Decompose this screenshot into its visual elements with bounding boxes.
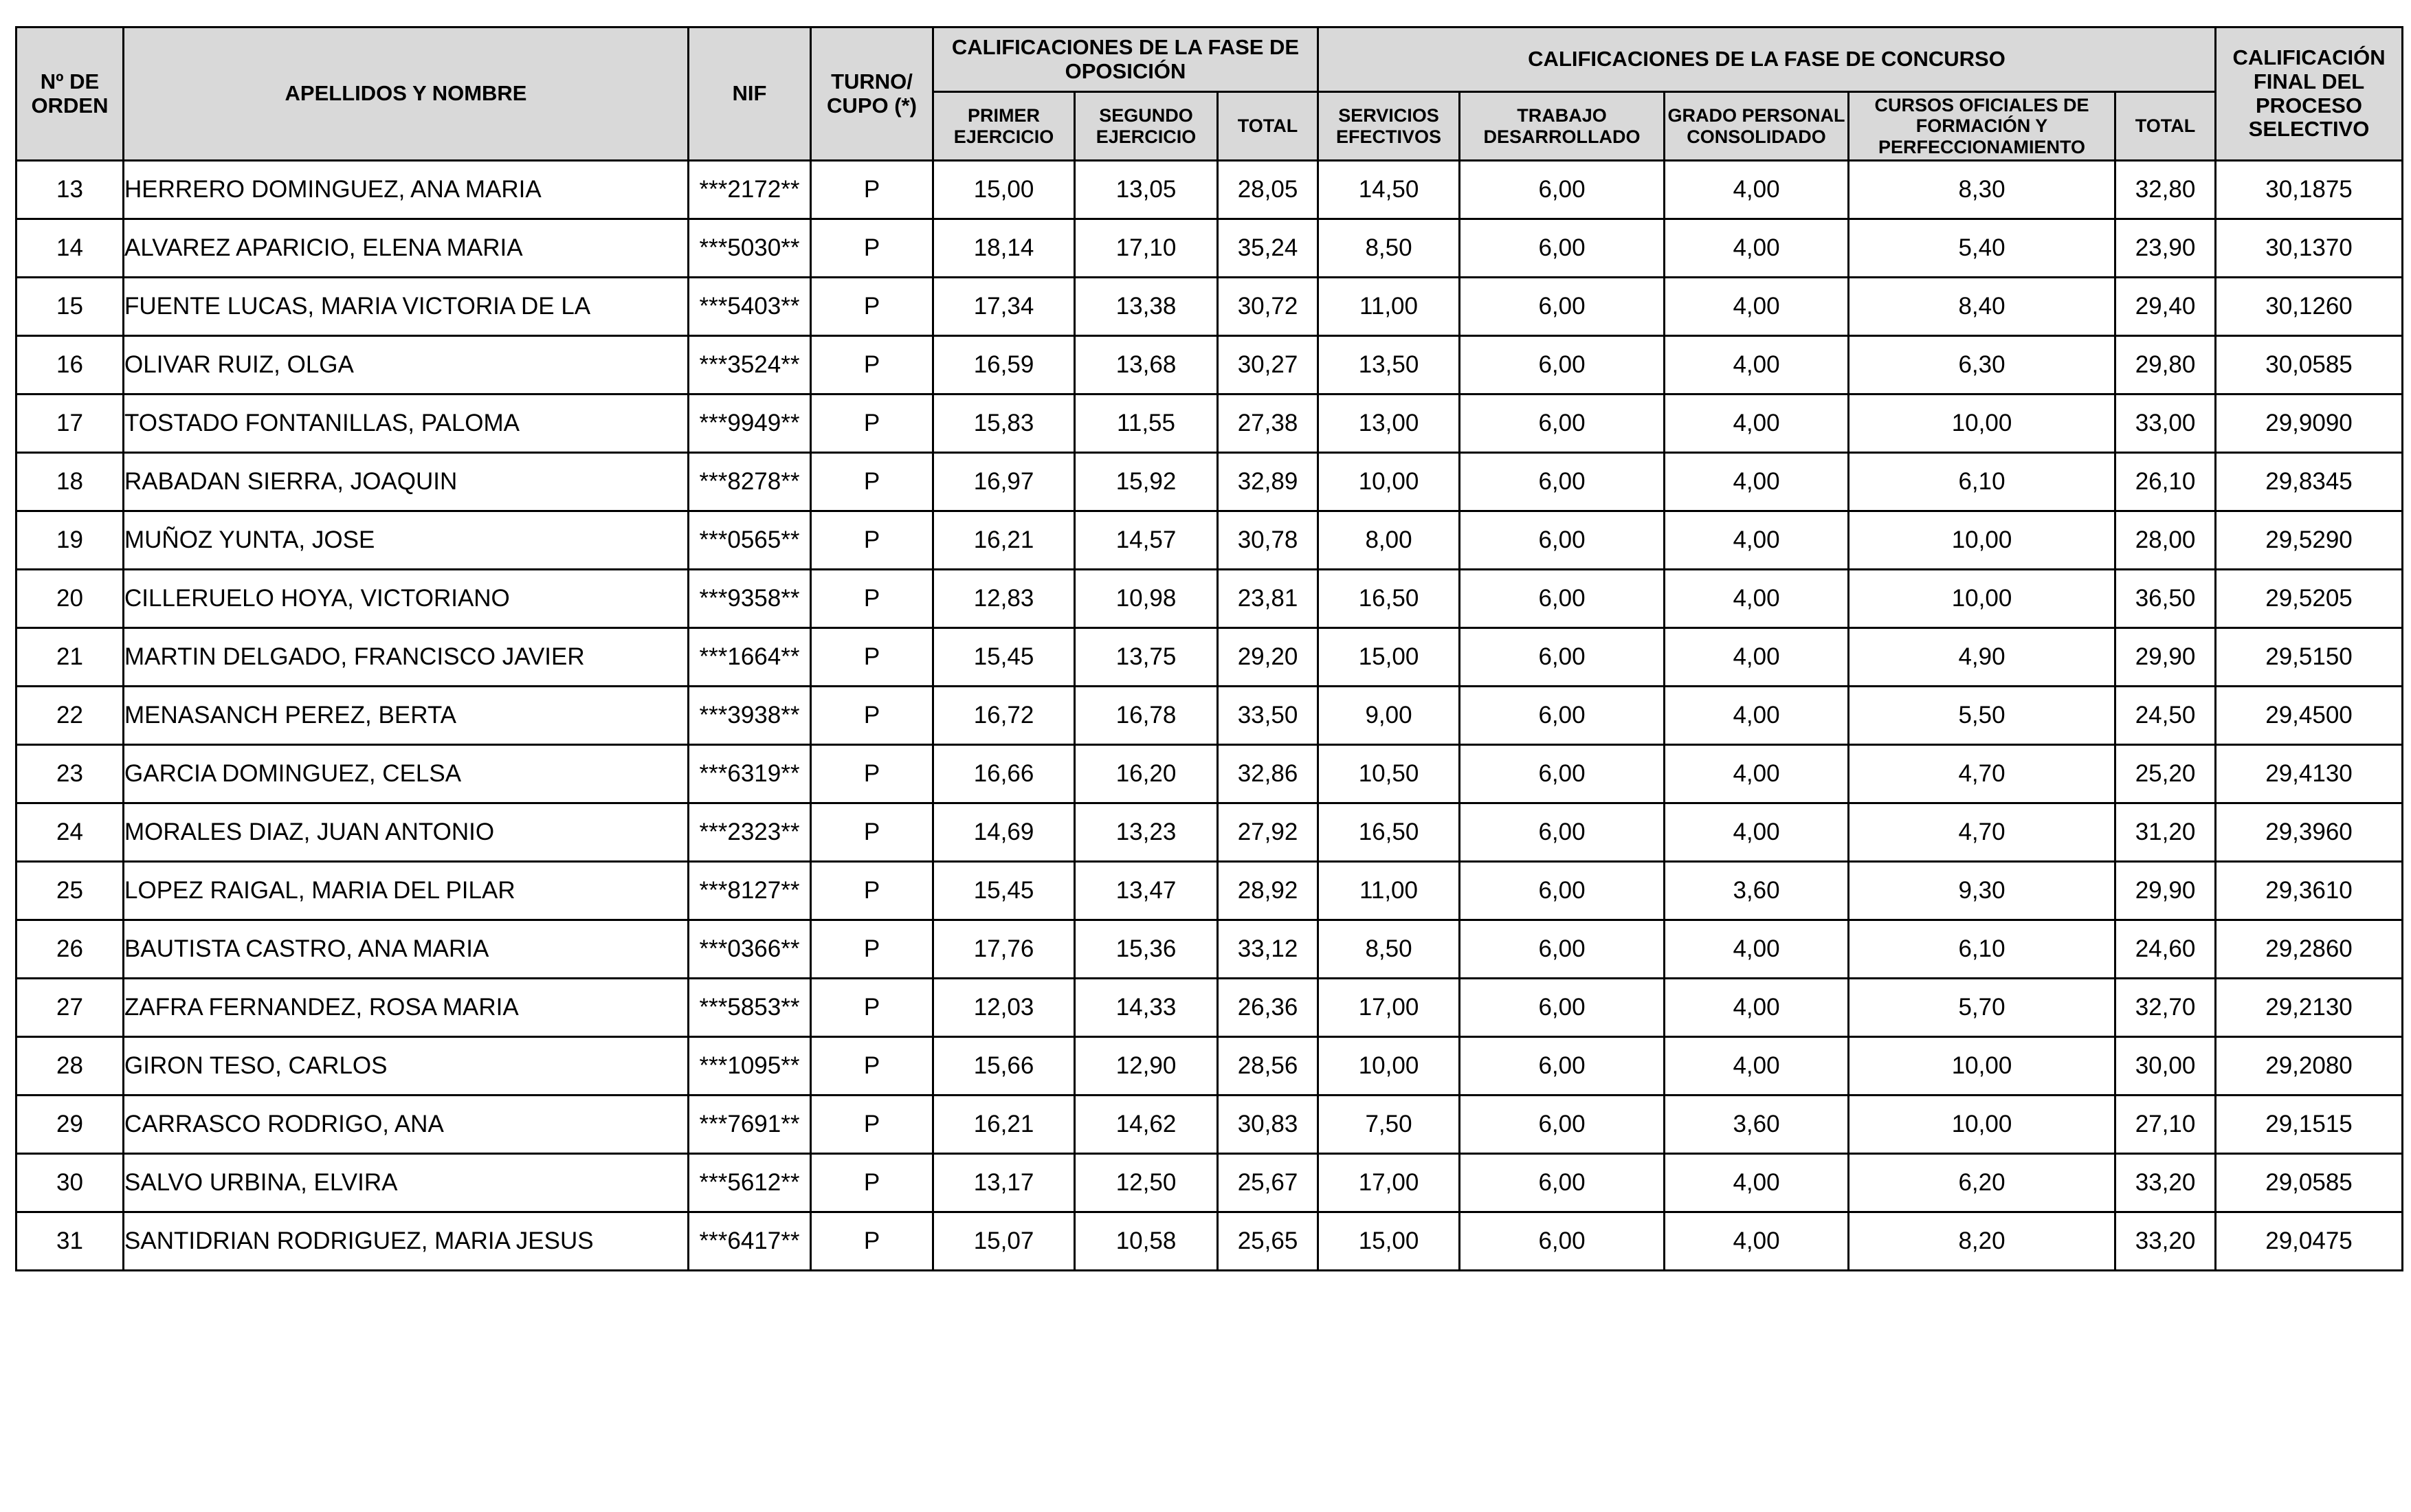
cell-total-oposicion: 29,20 xyxy=(1218,628,1318,687)
cell-orden: 15 xyxy=(16,278,124,336)
cell-trabajo-desarrollado: 6,00 xyxy=(1460,1037,1665,1096)
cell-grado-personal: 4,00 xyxy=(1665,1037,1849,1096)
cell-calificacion-final: 29,0475 xyxy=(2216,1212,2403,1271)
cell-nombre: SALVO URBINA, ELVIRA xyxy=(124,1154,689,1212)
cell-nif: ***2323** xyxy=(689,803,811,862)
cell-total-oposicion: 30,78 xyxy=(1218,511,1318,570)
cell-total-concurso: 36,50 xyxy=(2115,570,2216,628)
cell-total-concurso: 33,00 xyxy=(2115,394,2216,453)
cell-total-concurso: 25,20 xyxy=(2115,745,2216,803)
cell-orden: 23 xyxy=(16,745,124,803)
cell-total-oposicion: 30,83 xyxy=(1218,1096,1318,1154)
cell-turno: P xyxy=(811,570,933,628)
cell-segundo-ejercicio: 16,20 xyxy=(1075,745,1218,803)
cell-servicios-efectivos: 17,00 xyxy=(1318,1154,1460,1212)
cell-cursos-oficiales: 10,00 xyxy=(1849,1037,2115,1096)
cell-servicios-efectivos: 9,00 xyxy=(1318,687,1460,745)
table-row xyxy=(16,628,2403,687)
cell-nombre: SANTIDRIAN RODRIGUEZ, MARIA JESUS xyxy=(124,1212,689,1271)
cell-servicios-efectivos: 10,00 xyxy=(1318,453,1460,511)
cell-cursos-oficiales: 5,40 xyxy=(1849,219,2115,278)
table-row xyxy=(16,862,2403,920)
cell-total-concurso: 26,10 xyxy=(2115,453,2216,511)
cell-segundo-ejercicio: 15,92 xyxy=(1075,453,1218,511)
cell-trabajo-desarrollado: 6,00 xyxy=(1460,278,1665,336)
cell-cursos-oficiales: 8,20 xyxy=(1849,1212,2115,1271)
cell-total-oposicion: 28,92 xyxy=(1218,862,1318,920)
cell-cursos-oficiales: 6,10 xyxy=(1849,920,2115,979)
cell-orden: 20 xyxy=(16,570,124,628)
cell-primer-ejercicio: 15,83 xyxy=(933,394,1075,453)
cell-calificacion-final: 29,4500 xyxy=(2216,687,2403,745)
header-segundo-ejercicio: SEGUNDO EJERCICIO xyxy=(1075,92,1218,161)
cell-servicios-efectivos: 14,50 xyxy=(1318,161,1460,219)
cell-total-oposicion: 28,05 xyxy=(1218,161,1318,219)
cell-turno: P xyxy=(811,278,933,336)
cell-cursos-oficiales: 10,00 xyxy=(1849,570,2115,628)
header-nif: NIF xyxy=(689,27,811,161)
cell-calificacion-final: 29,9090 xyxy=(2216,394,2403,453)
cell-calificacion-final: 29,2130 xyxy=(2216,979,2403,1037)
results-table xyxy=(15,26,2403,1271)
cell-servicios-efectivos: 13,00 xyxy=(1318,394,1460,453)
cell-grado-personal: 4,00 xyxy=(1665,278,1849,336)
cell-primer-ejercicio: 16,66 xyxy=(933,745,1075,803)
cell-nombre: GIRON TESO, CARLOS xyxy=(124,1037,689,1096)
cell-turno: P xyxy=(811,687,933,745)
cell-total-concurso: 29,80 xyxy=(2115,336,2216,394)
cell-cursos-oficiales: 4,90 xyxy=(1849,628,2115,687)
header-trabajo-desarrollado: TRABAJO DESARROLLADO xyxy=(1460,92,1665,161)
cell-total-oposicion: 30,27 xyxy=(1218,336,1318,394)
cell-orden: 26 xyxy=(16,920,124,979)
cell-total-oposicion: 26,36 xyxy=(1218,979,1318,1037)
cell-calificacion-final: 29,0585 xyxy=(2216,1154,2403,1212)
cell-turno: P xyxy=(811,628,933,687)
header-grado-personal: GRADO PERSONAL CONSOLIDADO xyxy=(1665,92,1849,161)
cell-nif: ***1095** xyxy=(689,1037,811,1096)
cell-servicios-efectivos: 11,00 xyxy=(1318,862,1460,920)
table-row xyxy=(16,745,2403,803)
cell-nombre: OLIVAR RUIZ, OLGA xyxy=(124,336,689,394)
cell-orden: 31 xyxy=(16,1212,124,1271)
header-total-oposicion: TOTAL xyxy=(1218,92,1318,161)
cell-nif: ***8127** xyxy=(689,862,811,920)
cell-calificacion-final: 30,1260 xyxy=(2216,278,2403,336)
cell-trabajo-desarrollado: 6,00 xyxy=(1460,570,1665,628)
cell-orden: 13 xyxy=(16,161,124,219)
cell-turno: P xyxy=(811,394,933,453)
cell-grado-personal: 4,00 xyxy=(1665,394,1849,453)
cell-cursos-oficiales: 8,30 xyxy=(1849,161,2115,219)
cell-nif: ***2172** xyxy=(689,161,811,219)
cell-segundo-ejercicio: 11,55 xyxy=(1075,394,1218,453)
cell-total-oposicion: 32,89 xyxy=(1218,453,1318,511)
cell-trabajo-desarrollado: 6,00 xyxy=(1460,394,1665,453)
cell-cursos-oficiales: 9,30 xyxy=(1849,862,2115,920)
cell-orden: 28 xyxy=(16,1037,124,1096)
cell-turno: P xyxy=(811,1212,933,1271)
cell-grado-personal: 4,00 xyxy=(1665,219,1849,278)
cell-nif: ***0366** xyxy=(689,920,811,979)
cell-trabajo-desarrollado: 6,00 xyxy=(1460,1096,1665,1154)
cell-primer-ejercicio: 15,00 xyxy=(933,161,1075,219)
cell-primer-ejercicio: 16,21 xyxy=(933,1096,1075,1154)
cell-total-oposicion: 23,81 xyxy=(1218,570,1318,628)
cell-calificacion-final: 29,5150 xyxy=(2216,628,2403,687)
cell-grado-personal: 4,00 xyxy=(1665,570,1849,628)
cell-total-oposicion: 25,65 xyxy=(1218,1212,1318,1271)
cell-primer-ejercicio: 16,59 xyxy=(933,336,1075,394)
cell-turno: P xyxy=(811,803,933,862)
table-row xyxy=(16,219,2403,278)
header-turno: TURNO/ CUPO (*) xyxy=(811,27,933,161)
cell-trabajo-desarrollado: 6,00 xyxy=(1460,687,1665,745)
cell-primer-ejercicio: 12,83 xyxy=(933,570,1075,628)
cell-calificacion-final: 29,4130 xyxy=(2216,745,2403,803)
cell-orden: 25 xyxy=(16,862,124,920)
cell-orden: 30 xyxy=(16,1154,124,1212)
cell-calificacion-final: 29,1515 xyxy=(2216,1096,2403,1154)
cell-nif: ***9949** xyxy=(689,394,811,453)
cell-nombre: RABADAN SIERRA, JOAQUIN xyxy=(124,453,689,511)
cell-cursos-oficiales: 10,00 xyxy=(1849,511,2115,570)
cell-orden: 18 xyxy=(16,453,124,511)
header-orden: Nº DE ORDEN xyxy=(16,27,124,161)
cell-cursos-oficiales: 4,70 xyxy=(1849,745,2115,803)
cell-total-concurso: 23,90 xyxy=(2115,219,2216,278)
cell-total-concurso: 29,40 xyxy=(2115,278,2216,336)
cell-segundo-ejercicio: 13,38 xyxy=(1075,278,1218,336)
cell-primer-ejercicio: 17,76 xyxy=(933,920,1075,979)
cell-nombre: HERRERO DOMINGUEZ, ANA MARIA xyxy=(124,161,689,219)
cell-total-oposicion: 33,12 xyxy=(1218,920,1318,979)
table-row xyxy=(16,803,2403,862)
cell-turno: P xyxy=(811,1096,933,1154)
cell-nombre: ALVAREZ APARICIO, ELENA MARIA xyxy=(124,219,689,278)
cell-nombre: BAUTISTA CASTRO, ANA MARIA xyxy=(124,920,689,979)
header-total-concurso: TOTAL xyxy=(2115,92,2216,161)
cell-trabajo-desarrollado: 6,00 xyxy=(1460,219,1665,278)
table-header xyxy=(16,27,2403,161)
cell-orden: 22 xyxy=(16,687,124,745)
cell-primer-ejercicio: 16,97 xyxy=(933,453,1075,511)
cell-nif: ***9358** xyxy=(689,570,811,628)
table-row xyxy=(16,1212,2403,1271)
cell-nif: ***6417** xyxy=(689,1212,811,1271)
cell-cursos-oficiales: 5,50 xyxy=(1849,687,2115,745)
cell-nif: ***5030** xyxy=(689,219,811,278)
cell-nif: ***5403** xyxy=(689,278,811,336)
cell-total-concurso: 29,90 xyxy=(2115,628,2216,687)
cell-primer-ejercicio: 12,03 xyxy=(933,979,1075,1037)
table-body xyxy=(16,161,2403,1271)
cell-cursos-oficiales: 6,20 xyxy=(1849,1154,2115,1212)
cell-calificacion-final: 29,3960 xyxy=(2216,803,2403,862)
cell-servicios-efectivos: 8,00 xyxy=(1318,511,1460,570)
cell-turno: P xyxy=(811,920,933,979)
cell-cursos-oficiales: 4,70 xyxy=(1849,803,2115,862)
cell-segundo-ejercicio: 10,98 xyxy=(1075,570,1218,628)
cell-cursos-oficiales: 8,40 xyxy=(1849,278,2115,336)
cell-total-oposicion: 33,50 xyxy=(1218,687,1318,745)
cell-primer-ejercicio: 18,14 xyxy=(933,219,1075,278)
cell-segundo-ejercicio: 13,47 xyxy=(1075,862,1218,920)
cell-segundo-ejercicio: 14,33 xyxy=(1075,979,1218,1037)
table-row xyxy=(16,570,2403,628)
cell-total-concurso: 24,50 xyxy=(2115,687,2216,745)
header-primer-ejercicio: PRIMER EJERCICIO xyxy=(933,92,1075,161)
cell-trabajo-desarrollado: 6,00 xyxy=(1460,979,1665,1037)
cell-servicios-efectivos: 10,50 xyxy=(1318,745,1460,803)
cell-orden: 14 xyxy=(16,219,124,278)
cell-primer-ejercicio: 14,69 xyxy=(933,803,1075,862)
cell-grado-personal: 4,00 xyxy=(1665,979,1849,1037)
cell-primer-ejercicio: 16,72 xyxy=(933,687,1075,745)
cell-grado-personal: 4,00 xyxy=(1665,511,1849,570)
cell-nombre: MARTIN DELGADO, FRANCISCO JAVIER xyxy=(124,628,689,687)
cell-trabajo-desarrollado: 6,00 xyxy=(1460,920,1665,979)
cell-calificacion-final: 29,8345 xyxy=(2216,453,2403,511)
header-servicios-efectivos: SERVICIOS EFECTIVOS xyxy=(1318,92,1460,161)
cell-total-concurso: 27,10 xyxy=(2115,1096,2216,1154)
cell-grado-personal: 4,00 xyxy=(1665,161,1849,219)
cell-servicios-efectivos: 11,00 xyxy=(1318,278,1460,336)
cell-servicios-efectivos: 16,50 xyxy=(1318,570,1460,628)
table-row xyxy=(16,511,2403,570)
cell-nif: ***8278** xyxy=(689,453,811,511)
cell-nombre: ZAFRA FERNANDEZ, ROSA MARIA xyxy=(124,979,689,1037)
cell-segundo-ejercicio: 10,58 xyxy=(1075,1212,1218,1271)
cell-servicios-efectivos: 8,50 xyxy=(1318,920,1460,979)
cell-turno: P xyxy=(811,1154,933,1212)
cell-turno: P xyxy=(811,979,933,1037)
table-row xyxy=(16,278,2403,336)
cell-trabajo-desarrollado: 6,00 xyxy=(1460,453,1665,511)
cell-cursos-oficiales: 5,70 xyxy=(1849,979,2115,1037)
table-row xyxy=(16,1096,2403,1154)
cell-orden: 27 xyxy=(16,979,124,1037)
cell-trabajo-desarrollado: 6,00 xyxy=(1460,1212,1665,1271)
cell-cursos-oficiales: 6,30 xyxy=(1849,336,2115,394)
cell-cursos-oficiales: 10,00 xyxy=(1849,1096,2115,1154)
cell-total-oposicion: 28,56 xyxy=(1218,1037,1318,1096)
cell-grado-personal: 4,00 xyxy=(1665,1154,1849,1212)
cell-nif: ***0565** xyxy=(689,511,811,570)
cell-nif: ***5612** xyxy=(689,1154,811,1212)
cell-nombre: MENASANCH PEREZ, BERTA xyxy=(124,687,689,745)
cell-trabajo-desarrollado: 6,00 xyxy=(1460,336,1665,394)
cell-nombre: FUENTE LUCAS, MARIA VICTORIA DE LA xyxy=(124,278,689,336)
cell-cursos-oficiales: 6,10 xyxy=(1849,453,2115,511)
cell-nombre: MUÑOZ YUNTA, JOSE xyxy=(124,511,689,570)
cell-nombre: MORALES DIAZ, JUAN ANTONIO xyxy=(124,803,689,862)
cell-turno: P xyxy=(811,745,933,803)
cell-servicios-efectivos: 15,00 xyxy=(1318,1212,1460,1271)
cell-primer-ejercicio: 17,34 xyxy=(933,278,1075,336)
cell-calificacion-final: 29,3610 xyxy=(2216,862,2403,920)
cell-grado-personal: 4,00 xyxy=(1665,745,1849,803)
table-row xyxy=(16,979,2403,1037)
cell-trabajo-desarrollado: 6,00 xyxy=(1460,511,1665,570)
cell-total-concurso: 28,00 xyxy=(2115,511,2216,570)
cell-orden: 29 xyxy=(16,1096,124,1154)
cell-grado-personal: 4,00 xyxy=(1665,628,1849,687)
cell-nombre: GARCIA DOMINGUEZ, CELSA xyxy=(124,745,689,803)
table-row xyxy=(16,1154,2403,1212)
table-row xyxy=(16,687,2403,745)
cell-total-oposicion: 27,92 xyxy=(1218,803,1318,862)
cell-turno: P xyxy=(811,161,933,219)
cell-trabajo-desarrollado: 6,00 xyxy=(1460,628,1665,687)
cell-total-concurso: 29,90 xyxy=(2115,862,2216,920)
cell-nombre: TOSTADO FONTANILLAS, PALOMA xyxy=(124,394,689,453)
cell-servicios-efectivos: 13,50 xyxy=(1318,336,1460,394)
cell-primer-ejercicio: 15,66 xyxy=(933,1037,1075,1096)
cell-nif: ***1664** xyxy=(689,628,811,687)
cell-servicios-efectivos: 15,00 xyxy=(1318,628,1460,687)
table-row xyxy=(16,394,2403,453)
cell-servicios-efectivos: 10,00 xyxy=(1318,1037,1460,1096)
cell-calificacion-final: 30,1875 xyxy=(2216,161,2403,219)
cell-grado-personal: 3,60 xyxy=(1665,862,1849,920)
cell-calificacion-final: 30,1370 xyxy=(2216,219,2403,278)
cell-nombre: CILLERUELO HOYA, VICTORIANO xyxy=(124,570,689,628)
cell-trabajo-desarrollado: 6,00 xyxy=(1460,745,1665,803)
cell-nombre: LOPEZ RAIGAL, MARIA DEL PILAR xyxy=(124,862,689,920)
cell-total-concurso: 31,20 xyxy=(2115,803,2216,862)
cell-cursos-oficiales: 10,00 xyxy=(1849,394,2115,453)
cell-grado-personal: 4,00 xyxy=(1665,1212,1849,1271)
cell-total-concurso: 24,60 xyxy=(2115,920,2216,979)
cell-servicios-efectivos: 7,50 xyxy=(1318,1096,1460,1154)
cell-segundo-ejercicio: 15,36 xyxy=(1075,920,1218,979)
cell-orden: 24 xyxy=(16,803,124,862)
cell-primer-ejercicio: 16,21 xyxy=(933,511,1075,570)
header-concurso-group: CALIFICACIONES DE LA FASE DE CONCURSO xyxy=(1318,27,2216,92)
cell-nif: ***5853** xyxy=(689,979,811,1037)
cell-segundo-ejercicio: 12,50 xyxy=(1075,1154,1218,1212)
cell-total-oposicion: 27,38 xyxy=(1218,394,1318,453)
cell-nif: ***3524** xyxy=(689,336,811,394)
cell-primer-ejercicio: 15,45 xyxy=(933,628,1075,687)
cell-total-concurso: 30,00 xyxy=(2115,1037,2216,1096)
cell-total-oposicion: 35,24 xyxy=(1218,219,1318,278)
cell-segundo-ejercicio: 13,68 xyxy=(1075,336,1218,394)
table-row xyxy=(16,1037,2403,1096)
cell-segundo-ejercicio: 13,05 xyxy=(1075,161,1218,219)
cell-grado-personal: 4,00 xyxy=(1665,453,1849,511)
cell-total-oposicion: 32,86 xyxy=(1218,745,1318,803)
cell-segundo-ejercicio: 14,57 xyxy=(1075,511,1218,570)
cell-segundo-ejercicio: 13,75 xyxy=(1075,628,1218,687)
cell-nombre: CARRASCO RODRIGO, ANA xyxy=(124,1096,689,1154)
cell-total-concurso: 33,20 xyxy=(2115,1154,2216,1212)
cell-total-oposicion: 25,67 xyxy=(1218,1154,1318,1212)
cell-calificacion-final: 29,5205 xyxy=(2216,570,2403,628)
header-nombre: APELLIDOS Y NOMBRE xyxy=(124,27,689,161)
cell-orden: 19 xyxy=(16,511,124,570)
cell-turno: P xyxy=(811,862,933,920)
cell-nif: ***6319** xyxy=(689,745,811,803)
header-final: CALIFICACIÓN FINAL DEL PROCESO SELECTIVO xyxy=(2216,27,2403,161)
table-row xyxy=(16,453,2403,511)
cell-servicios-efectivos: 16,50 xyxy=(1318,803,1460,862)
cell-servicios-efectivos: 17,00 xyxy=(1318,979,1460,1037)
table-row xyxy=(16,161,2403,219)
cell-grado-personal: 4,00 xyxy=(1665,920,1849,979)
cell-primer-ejercicio: 15,07 xyxy=(933,1212,1075,1271)
cell-total-oposicion: 30,72 xyxy=(1218,278,1318,336)
cell-total-concurso: 32,70 xyxy=(2115,979,2216,1037)
cell-total-concurso: 33,20 xyxy=(2115,1212,2216,1271)
cell-primer-ejercicio: 13,17 xyxy=(933,1154,1075,1212)
cell-grado-personal: 4,00 xyxy=(1665,336,1849,394)
table-row xyxy=(16,920,2403,979)
cell-segundo-ejercicio: 16,78 xyxy=(1075,687,1218,745)
cell-orden: 21 xyxy=(16,628,124,687)
cell-nif: ***3938** xyxy=(689,687,811,745)
cell-grado-personal: 3,60 xyxy=(1665,1096,1849,1154)
cell-trabajo-desarrollado: 6,00 xyxy=(1460,862,1665,920)
header-cursos-oficiales: CURSOS OFICIALES DE FORMACIÓN Y PERFECCIONAMIENTO xyxy=(1849,92,2115,161)
cell-orden: 17 xyxy=(16,394,124,453)
cell-trabajo-desarrollado: 6,00 xyxy=(1460,161,1665,219)
cell-segundo-ejercicio: 14,62 xyxy=(1075,1096,1218,1154)
cell-segundo-ejercicio: 12,90 xyxy=(1075,1037,1218,1096)
cell-primer-ejercicio: 15,45 xyxy=(933,862,1075,920)
cell-segundo-ejercicio: 13,23 xyxy=(1075,803,1218,862)
cell-total-concurso: 32,80 xyxy=(2115,161,2216,219)
cell-calificacion-final: 29,5290 xyxy=(2216,511,2403,570)
cell-calificacion-final: 29,2860 xyxy=(2216,920,2403,979)
cell-trabajo-desarrollado: 6,00 xyxy=(1460,803,1665,862)
cell-trabajo-desarrollado: 6,00 xyxy=(1460,1154,1665,1212)
cell-grado-personal: 4,00 xyxy=(1665,803,1849,862)
table-row xyxy=(16,336,2403,394)
cell-turno: P xyxy=(811,219,933,278)
cell-turno: P xyxy=(811,453,933,511)
cell-segundo-ejercicio: 17,10 xyxy=(1075,219,1218,278)
cell-orden: 16 xyxy=(16,336,124,394)
cell-grado-personal: 4,00 xyxy=(1665,687,1849,745)
header-oposicion-group: CALIFICACIONES DE LA FASE DE OPOSICIÓN xyxy=(933,27,1318,92)
cell-turno: P xyxy=(811,1037,933,1096)
cell-nif: ***7691** xyxy=(689,1096,811,1154)
cell-servicios-efectivos: 8,50 xyxy=(1318,219,1460,278)
cell-calificacion-final: 30,0585 xyxy=(2216,336,2403,394)
cell-calificacion-final: 29,2080 xyxy=(2216,1037,2403,1096)
cell-turno: P xyxy=(811,336,933,394)
cell-turno: P xyxy=(811,511,933,570)
